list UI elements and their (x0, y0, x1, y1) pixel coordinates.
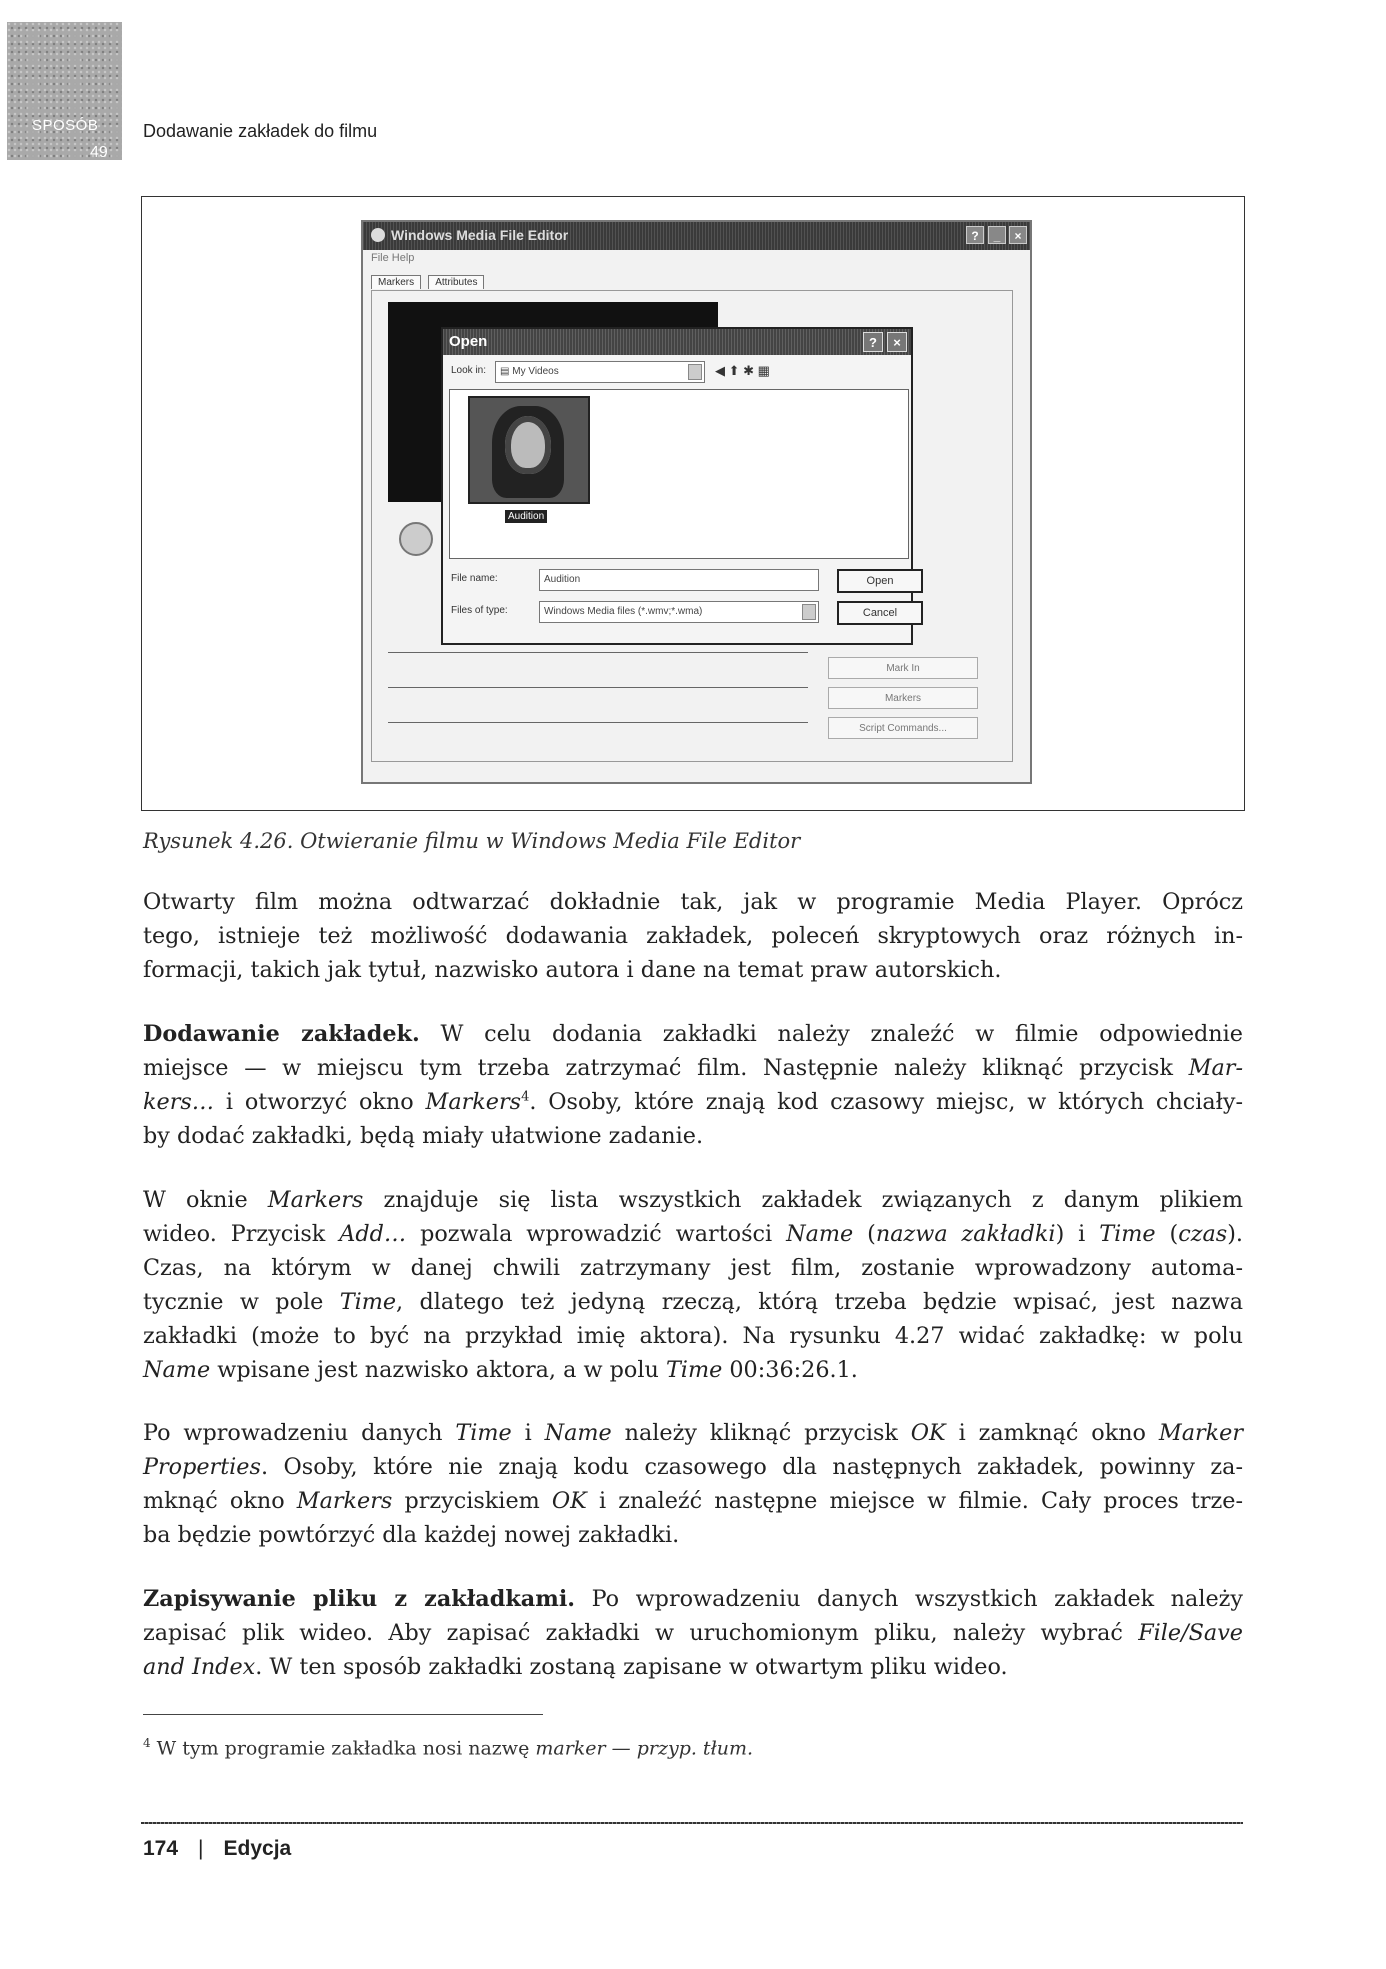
running-title: Dodawanie zakładek do filmu (143, 121, 378, 141)
file-type-value: Windows Media files (*.wmv;*.wma) (544, 606, 703, 617)
folder-icon: ▤ (500, 366, 513, 377)
window-title: Windows Media File Editor (391, 227, 569, 243)
figure-frame (141, 196, 1245, 811)
folio (143, 1837, 291, 1861)
divider (388, 652, 808, 653)
chevron-down-icon (688, 364, 702, 380)
paragraph: Po wprowadzeniu danych Time i Name należy kliknąć przycisk OK i zamknąć okno Marker Properties. Osoby, które nie znają kodu czasowego dla następnych zakładek, powinny za- mknąć okno Markers przyciskiem OK i znaleźć następne miejsce w filmie. Cały proces trze- ba będzie powtórzyć dla każdej nowej zakładki. (143, 1420, 1244, 1548)
section-name: Edycja (223, 1837, 292, 1860)
chevron-down-icon (802, 604, 816, 620)
section-heading: Dodawanie zakładek. (143, 1021, 420, 1047)
page-number: 174 (143, 1837, 179, 1860)
paragraph: Otwarty film można odtwarzać dokładnie tak, jak w programie Media Player. Oprócz tego, istnieje też możliwość dodawania zakładek, poleceń skryptowych oraz różnych in- formacji, takich jak tytuł, nazwisko autora i dane na temat praw autorskich. (143, 889, 1243, 983)
play-icon (399, 522, 433, 556)
chapter-tab-label: SPOSÓB (32, 117, 99, 134)
script-commands-button: Script Commands... (828, 717, 978, 739)
look-in-label: Look in: (451, 365, 487, 376)
screenshot-window (361, 220, 1032, 784)
file-type-label: Files of type: (451, 605, 508, 616)
paragraph: W oknie Markers znajduje się lista wszystkich zakładek związanych z danym plikiem wideo. Przycisk Add… pozwala wprowadzić wartości Name (nazwa zakładki) i Time (czas). Czas, na którym w danej chwili zatrzymany jest film, zostanie wprowadzony automa- tycznie w pole Time, dlatego też jedyną rzeczą, którą trzeba będzie wpisać, jest nazwa zakładki (może to być na przykład imię aktora). Na rysunku 4.27 widać zakładkę: w polu Name wpisane jest nazwisko aktora, a w polu Time 00:36:26.1. (143, 1187, 1243, 1383)
video-thumbnail (468, 396, 590, 504)
section-heading: Zapisywanie pliku z zakładkami. (143, 1586, 576, 1612)
minimize-icon: _ (988, 226, 1006, 244)
paragraph: Dodawanie zakładek. W celu dodania zakładki należy znaleźć w filmie odpowiednie miejsce — w miejscu tym trzeba zatrzymać film. Następnie należy kliknąć przycisk Mar- kers… i otworzyć okno Markers$^4$. Osoby, które znają kod czasowy miejsc, w których chciały- by dodać zakładki, będą miały ułatwione zadanie. (143, 1021, 1243, 1149)
footnote: $^4$ W tym programie zakładka nosi nazwę marker — przyp. tłum. (143, 1736, 754, 1760)
thumbnail-label: Audition (505, 510, 547, 523)
divider (388, 687, 808, 688)
markers-button: Markers (828, 687, 978, 709)
file-name-label: File name: (451, 573, 498, 584)
paragraph: Zapisywanie pliku z zakładkami. Po wprowadzeniu danych wszystkich zakładek należy zapisać plik wideo. Aby zapisać zakładki w uruchomionym pliku, należy wybrać File/Save and Index. W ten sposób zakładki zostaną zapisane w otwartym pliku wideo. (143, 1586, 1243, 1680)
help-icon: ? (966, 226, 984, 244)
tab-attributes: Attributes (428, 275, 484, 289)
figure-caption: Rysunek 4.26. Otwieranie filmu w Windows Media File Editor (143, 829, 801, 853)
close-icon: × (887, 332, 907, 352)
footnote-reference: 4 (521, 1089, 530, 1105)
footnote-rule (143, 1714, 543, 1715)
dialog-title: Open (449, 333, 488, 350)
menu-bar: File Help (371, 252, 415, 264)
divider (388, 722, 808, 723)
look-in-select (495, 361, 705, 383)
file-name-field: Audition (539, 569, 819, 591)
toolbar-icons: ◀ ⬆ ✱ ▦ (715, 363, 770, 378)
open-button: Open (837, 569, 923, 593)
tab-markers: Markers (371, 275, 421, 289)
folio-separator: | (198, 1837, 204, 1860)
tab-strip (371, 270, 486, 290)
file-list (449, 389, 909, 559)
open-dialog (441, 327, 913, 645)
help-icon: ? (863, 332, 883, 352)
chapter-tab (7, 22, 122, 160)
cancel-button: Cancel (837, 601, 923, 625)
close-icon: × (1009, 226, 1027, 244)
window-titlebar (363, 222, 1030, 250)
look-in-value: My Videos (512, 366, 559, 377)
file-type-select (539, 601, 819, 623)
app-icon (371, 228, 385, 242)
mark-in-button: Mark In (828, 657, 978, 679)
footer-rule (141, 1822, 1243, 1824)
dialog-titlebar (443, 329, 911, 355)
chapter-tab-number: 49 (90, 144, 108, 161)
